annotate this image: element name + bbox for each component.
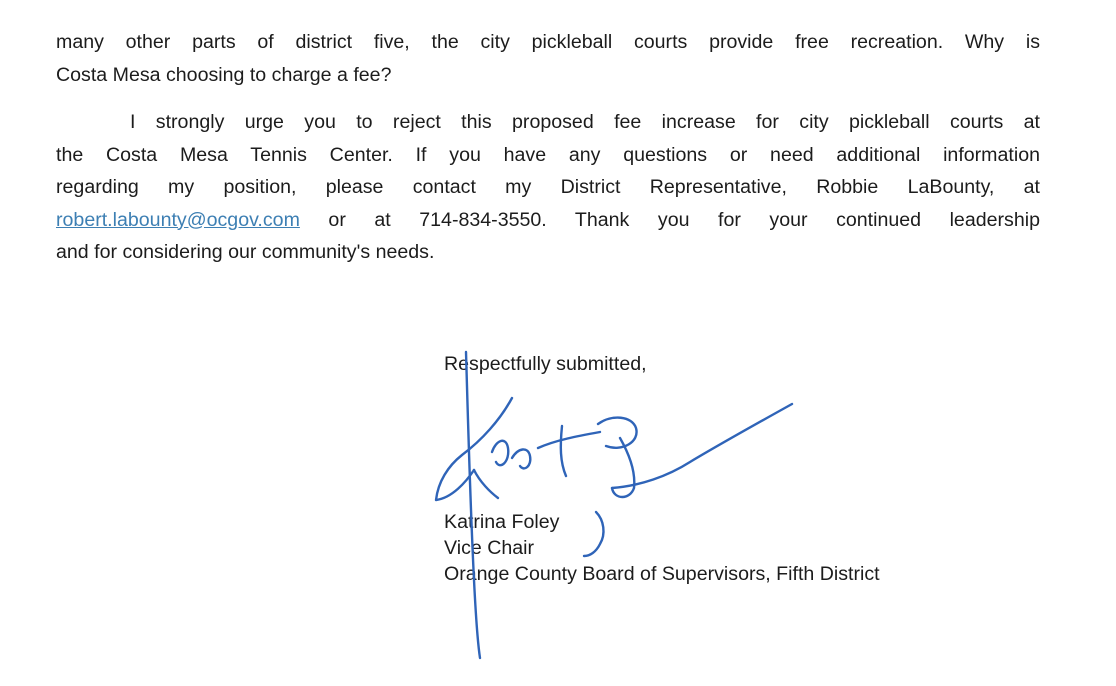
paragraph-line: and for considering our community's needs. xyxy=(56,241,435,263)
paragraph-line: many other parts of district five, the city pickleball courts provide free recreation. Why is xyxy=(56,31,1040,53)
signer-title: Vice Chair xyxy=(444,537,535,559)
signer-organization: Orange County Board of Supervisors, Fifth District xyxy=(444,563,880,585)
paragraph-line-email xyxy=(56,204,1040,237)
email-link[interactable]: robert.labounty@ocgov.com xyxy=(56,208,300,231)
signer-name: Katrina Foley xyxy=(444,511,560,533)
paragraph-line: the Costa Mesa Tennis Center. If you have any questions or need additional information xyxy=(56,143,1040,166)
paragraph-line: Costa Mesa choosing to charge a fee? xyxy=(56,63,392,86)
closing-salutation: Respectfully submitted, xyxy=(444,353,647,375)
paragraph-line: I strongly urge you to reject this proposed fee increase for city pickleball courts at xyxy=(130,111,1040,133)
phone-text: or at 714-834-3550. Thank you for your continued leadership xyxy=(299,208,1040,231)
paragraph-line: regarding my position, please contact my District Representative, Robbie LaBounty, at xyxy=(56,176,1040,198)
paragraph-fee-question xyxy=(56,26,1040,91)
paragraph-urge-reject xyxy=(56,106,1040,269)
